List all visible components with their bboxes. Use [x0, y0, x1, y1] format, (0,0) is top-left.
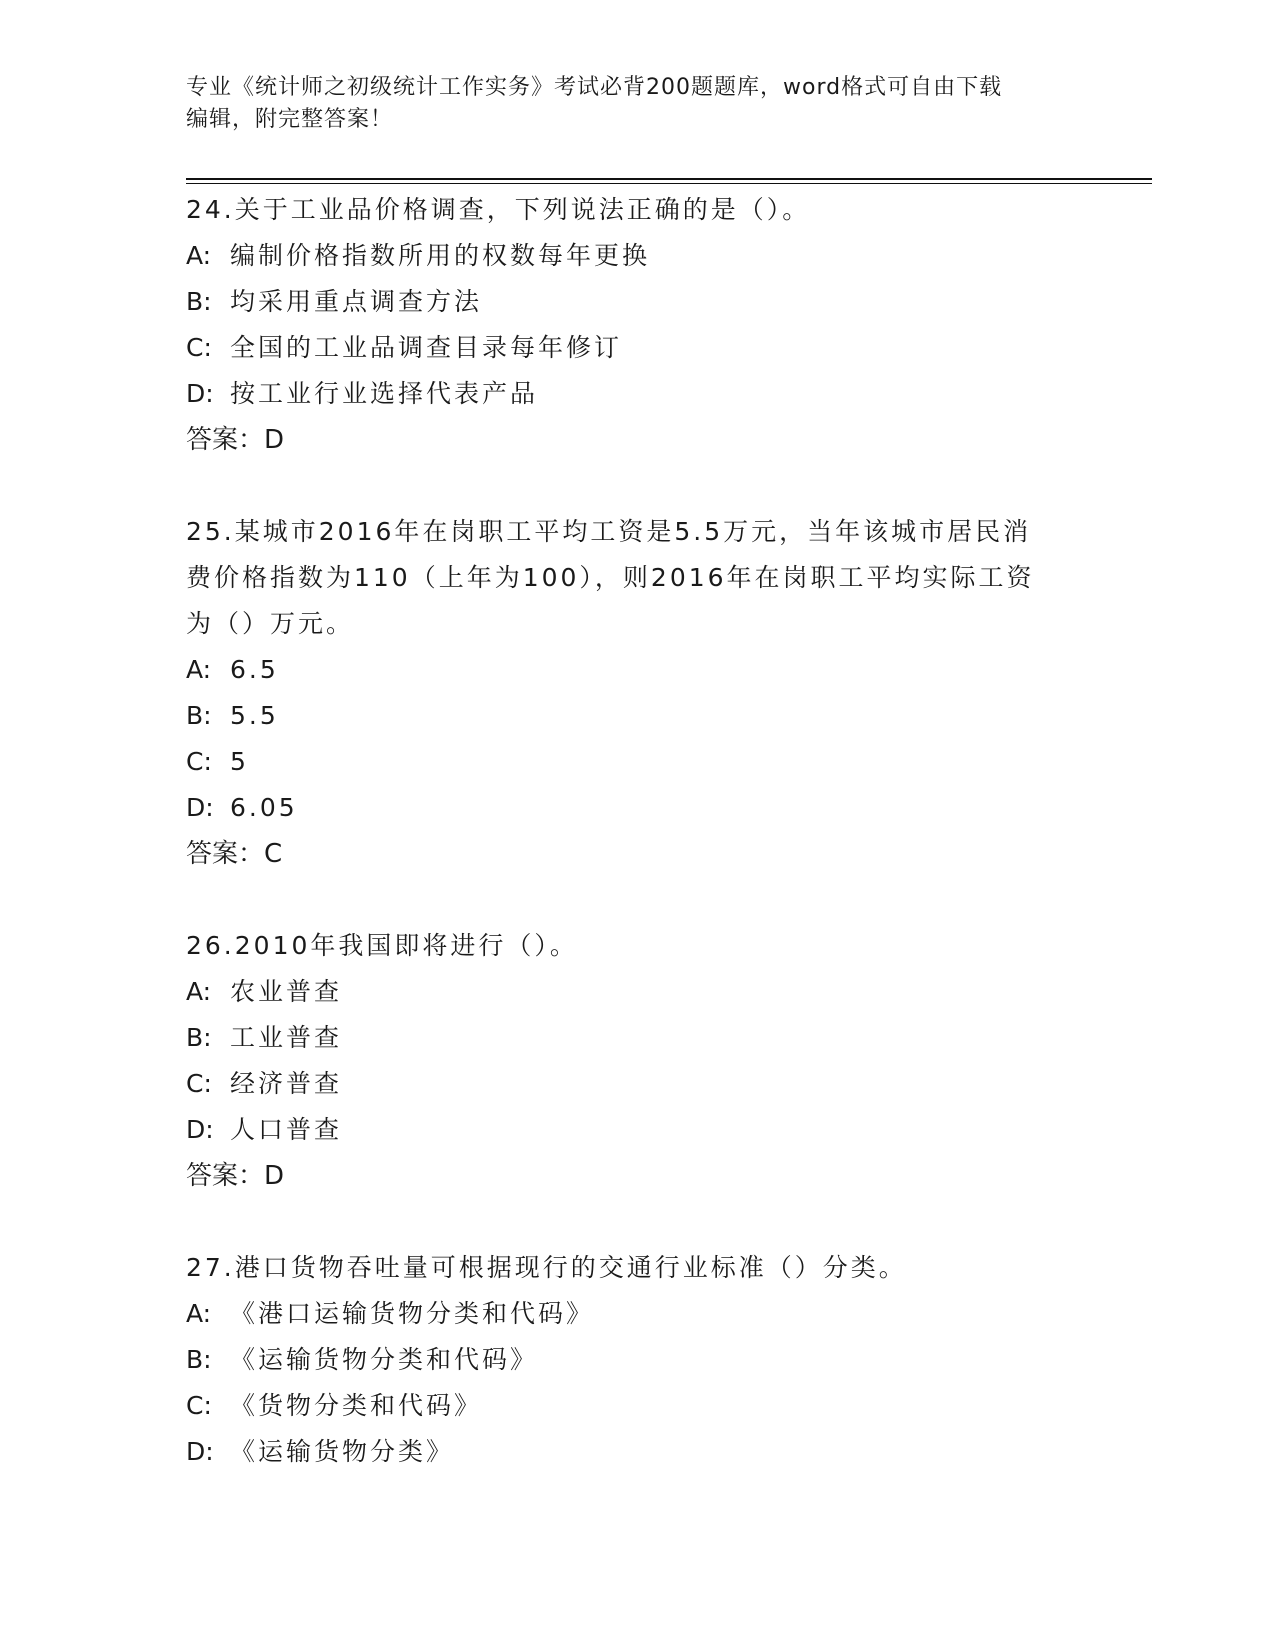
question-list: [186, 187, 1086, 1475]
option-text: 5.5: [230, 701, 279, 730]
option-letter: D:: [186, 793, 214, 822]
option-b: [186, 1015, 1086, 1061]
question-text: 26.2010年我国即将进行（）。: [186, 931, 578, 960]
option-text: 《运输货物分类和代码》: [230, 1345, 539, 1374]
option-text: 农业普查: [230, 977, 343, 1006]
question-text-line-2: 费价格指数为110（上年为100），则2016年在岗职工平均实际工资: [186, 563, 1035, 592]
option-a: [186, 1291, 1086, 1337]
answer-line: 答案：C: [186, 839, 283, 869]
option-b: [186, 279, 1086, 325]
option-a: [186, 233, 1086, 279]
option-letter: D:: [186, 379, 214, 408]
option-text: 《货物分类和代码》: [230, 1391, 483, 1420]
option-text: 《港口运输货物分类和代码》: [230, 1299, 595, 1328]
option-b: [186, 693, 1086, 739]
question-text-line-3: 为（）万元。: [186, 609, 355, 638]
answer-line: 答案：D: [186, 1161, 285, 1191]
option-b: [186, 1337, 1086, 1383]
option-text: 工业普查: [230, 1023, 343, 1052]
question-27: [186, 1245, 1086, 1475]
question-spacer: [186, 463, 1086, 509]
question-26: [186, 923, 1086, 1199]
option-d: [186, 1429, 1086, 1475]
option-letter: A:: [186, 655, 212, 684]
header-line-2: 编辑，附完整答案！: [186, 107, 394, 132]
option-c: [186, 1383, 1086, 1429]
question-text: 24.关于工业品价格调查，下列说法正确的是（）。: [186, 195, 811, 224]
header-line-1: 专业《统计师之初级统计工作实务》考试必背200题题库，word格式可自由下载: [186, 75, 1003, 100]
option-a: [186, 647, 1086, 693]
option-letter: B:: [186, 1023, 212, 1052]
option-letter: B:: [186, 287, 212, 316]
option-c: [186, 1061, 1086, 1107]
option-d: [186, 785, 1086, 831]
option-a: [186, 969, 1086, 1015]
option-d: [186, 371, 1086, 417]
document-header: [186, 72, 1086, 136]
option-letter: B:: [186, 1345, 212, 1374]
option-letter: D:: [186, 1437, 214, 1466]
option-text: 6.05: [230, 793, 298, 822]
option-text: 6.5: [230, 655, 279, 684]
option-letter: D:: [186, 1115, 214, 1144]
option-text: 经济普查: [230, 1069, 343, 1098]
option-letter: A:: [186, 1299, 212, 1328]
option-c: [186, 325, 1086, 371]
option-d: [186, 1107, 1086, 1153]
question-spacer: [186, 1199, 1086, 1245]
option-text: 按工业行业选择代表产品: [230, 379, 539, 408]
option-letter: C:: [186, 747, 212, 776]
header-divider-thick: [186, 178, 1152, 180]
option-text: 全国的工业品调查目录每年修订: [230, 333, 623, 362]
option-text: 均采用重点调查方法: [230, 287, 483, 316]
option-letter: C:: [186, 1391, 212, 1420]
question-text: 27.港口货物吞吐量可根据现行的交通行业标准（）分类。: [186, 1253, 907, 1282]
option-letter: A:: [186, 977, 212, 1006]
option-text: 人口普查: [230, 1115, 343, 1144]
option-letter: A:: [186, 241, 212, 270]
option-letter: C:: [186, 1069, 212, 1098]
option-text: 《运输货物分类》: [230, 1437, 455, 1466]
question-24: [186, 187, 1086, 463]
question-spacer: [186, 877, 1086, 923]
question-text-line-1: 25.某城市2016年在岗职工平均工资是5.5万元，当年该城市居民消: [186, 517, 1032, 546]
option-c: [186, 739, 1086, 785]
question-25: [186, 509, 1086, 877]
option-text: 编制价格指数所用的权数每年更换: [230, 241, 651, 270]
answer-line: 答案：D: [186, 425, 285, 455]
header-divider-thin: [186, 183, 1152, 184]
option-text: 5: [230, 747, 249, 776]
option-letter: B:: [186, 701, 212, 730]
option-letter: C:: [186, 333, 212, 362]
